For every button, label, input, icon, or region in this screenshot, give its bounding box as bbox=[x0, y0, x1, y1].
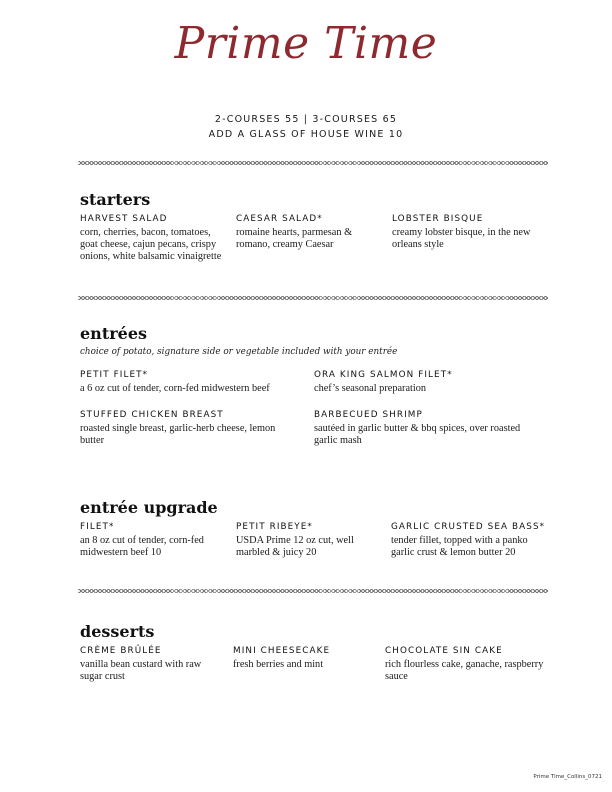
item-description: USDA Prime 12 oz cut, well marbled & juicy 20 bbox=[236, 535, 354, 558]
menu-item bbox=[314, 370, 549, 395]
item-description: roasted single breast, garlic-herb cheese, lemon butter bbox=[80, 423, 276, 446]
menu-item bbox=[80, 214, 230, 263]
divider bbox=[78, 589, 548, 593]
item-description: tender fillet, topped with a panko garlic crust & lemon butter 20 bbox=[391, 535, 528, 558]
wine-addon-pricing: ADD A GLASS OF HOUSE WINE 10 bbox=[208, 129, 404, 140]
item-name: STUFFED CHICKEN BREAST bbox=[80, 410, 224, 420]
menu-item bbox=[391, 522, 551, 559]
item-name: CHOCOLATE SIN CAKE bbox=[385, 646, 503, 656]
item-name: CRÈME BRÛLÉE bbox=[80, 646, 162, 656]
item-description: an 8 oz cut of tender, corn-fed midwestern beef 10 bbox=[80, 535, 204, 558]
menu-item bbox=[80, 410, 295, 447]
divider bbox=[78, 161, 548, 165]
section-title-entree-upgrade: entrée upgrade bbox=[80, 498, 218, 517]
footer-code: Prime Time_Collins_0721 bbox=[533, 774, 602, 780]
logo: Prime Time bbox=[174, 18, 438, 69]
item-name: BARBECUED SHRIMP bbox=[314, 410, 423, 420]
menu-item bbox=[233, 646, 373, 671]
item-description: romaine hearts, parmesan & romano, creamy Caesar bbox=[236, 227, 353, 250]
menu-item bbox=[80, 646, 225, 683]
menu-item bbox=[314, 410, 544, 447]
menu-item bbox=[385, 646, 545, 683]
divider bbox=[78, 296, 548, 300]
item-name: HARVEST SALAD bbox=[80, 214, 168, 224]
menu-item bbox=[236, 214, 371, 251]
menu-item bbox=[80, 522, 220, 559]
menu-item bbox=[236, 522, 376, 559]
item-name: CAESAR SALAD* bbox=[236, 214, 323, 224]
item-description: chef’s seasonal preparation bbox=[314, 383, 427, 394]
item-name: LOBSTER BISQUE bbox=[392, 214, 484, 224]
item-description: rich flourless cake, ganache, raspberry sauce bbox=[385, 659, 544, 682]
item-description: sautéed in garlic butter & bbq spices, over roasted garlic mash bbox=[314, 423, 521, 446]
item-description: corn, cherries, bacon, tomatoes, goat cheese, cajun pecans, crispy onions, white balsamic vinaigrette bbox=[80, 227, 222, 262]
section-title-desserts: desserts bbox=[80, 622, 155, 641]
item-name: PETIT FILET* bbox=[80, 370, 149, 380]
menu-item bbox=[392, 214, 552, 251]
course-pricing: 2-COURSES 55 | 3-COURSES 65 bbox=[214, 114, 398, 125]
section-title-entrees: entrées bbox=[80, 324, 147, 343]
item-name: PETIT RIBEYE* bbox=[236, 522, 313, 532]
section-title-starters: starters bbox=[80, 190, 151, 209]
item-name: ORA KING SALMON FILET* bbox=[314, 370, 453, 380]
item-description: a 6 oz cut of tender, corn-fed midwestern beef bbox=[80, 383, 270, 394]
item-name: GARLIC CRUSTED SEA BASS* bbox=[391, 522, 546, 532]
item-description: vanilla bean custard with raw sugar crust bbox=[80, 659, 202, 682]
item-description: creamy lobster bisque, in the new orleans style bbox=[392, 227, 531, 250]
item-name: FILET* bbox=[80, 522, 115, 532]
item-name: MINI CHEESECAKE bbox=[233, 646, 331, 656]
menu-item bbox=[80, 370, 300, 395]
entree-note: choice of potato, signature side or vegetable included with your entrée bbox=[80, 347, 398, 357]
item-description: fresh berries and mint bbox=[233, 659, 324, 670]
